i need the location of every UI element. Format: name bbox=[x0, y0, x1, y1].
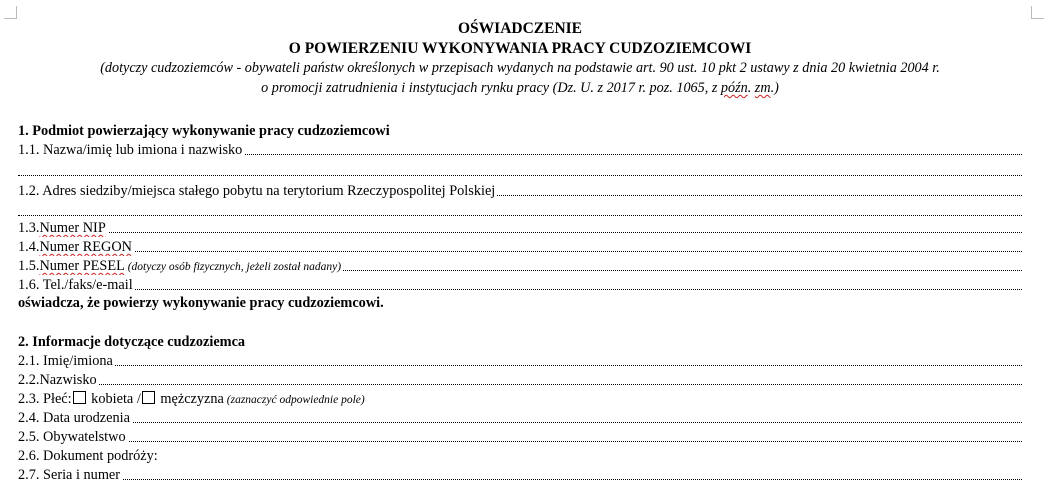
field-label: 1.6. Tel./faks/e-mail bbox=[18, 277, 133, 293]
field-pesel[interactable]: 1.5.Numer PESEL (dotyczy osób fizycznych, jeżeli został nadany) bbox=[18, 257, 1022, 275]
field-label: 2.5. Obywatelstwo bbox=[18, 429, 126, 445]
section1-heading: 1. Podmiot powierzający wykonywanie pracy cudzoziemcowi bbox=[18, 123, 390, 139]
document-title-line2: O POWIERZENIU WYKONYWANIA PRACY CUDZOZIEMCOWI bbox=[288, 40, 752, 57]
field-label: 1.1. Nazwa/imię lub imiona i nazwisko bbox=[18, 142, 243, 158]
field-label: 2.2.Nazwisko bbox=[18, 372, 97, 388]
field-label: Numer NIP bbox=[39, 220, 106, 236]
field-note: (dotyczy osób fizycznych, jeżeli został nadany) bbox=[124, 261, 342, 273]
field-name-continuation[interactable] bbox=[18, 162, 1022, 180]
field-label: Numer PESEL bbox=[39, 258, 125, 274]
field-note: (zaznaczyć odpowiednie pole) bbox=[223, 394, 365, 406]
checkbox-female[interactable] bbox=[73, 391, 86, 404]
field-first-name[interactable] bbox=[18, 352, 1022, 370]
field-label: 1.2. Adres siedziby/miejsca stałego pobytu na terytorium Rzeczypospolitej Polskiej bbox=[18, 183, 496, 199]
field-citizenship[interactable] bbox=[18, 428, 1022, 446]
field-birth-date[interactable] bbox=[18, 409, 1022, 427]
document-title: OŚWIADCZENIE bbox=[457, 20, 583, 37]
section2-heading: 2. Informacje dotyczące cudzoziemca bbox=[18, 334, 246, 350]
declaration-text: oświadcza, że powierzy wykonywanie pracy cudzoziemcowi. bbox=[18, 295, 384, 311]
field-address[interactable] bbox=[18, 182, 1022, 200]
page-corner-mark bbox=[1031, 6, 1044, 19]
field-label: Numer REGON bbox=[39, 239, 132, 255]
field-contact[interactable] bbox=[18, 276, 1022, 294]
field-nip[interactable]: 1.3.Numer NIP bbox=[18, 219, 1022, 237]
page-corner-mark bbox=[4, 6, 17, 19]
field-travel-document bbox=[18, 447, 1022, 465]
document-subtitle-line2: o promocji zatrudnienia i instytucjach rynku pracy (Dz. U. z 2017 r. poz. 1065, z późn. zm.) bbox=[261, 80, 779, 96]
field-name[interactable] bbox=[18, 141, 1022, 159]
field-gender: 2.3. Płeć: kobieta / mężczyzna (zaznaczyć odpowiednie pole) bbox=[18, 391, 365, 407]
field-series-number[interactable] bbox=[18, 466, 1022, 484]
field-address-continuation[interactable] bbox=[18, 202, 1022, 220]
field-label: 2.4. Data urodzenia bbox=[18, 410, 130, 426]
field-label: 2.3. Płeć: bbox=[18, 391, 72, 407]
field-label: 2.1. Imię/imiona bbox=[18, 353, 113, 369]
document-subtitle: (dotyczy cudzoziemców - obywateli państw określonych w przepisach wydanych na podstawie art. 90 ust. 10 pkt 2 ustawy z dnia 20 kwietnia 2004 r. bbox=[100, 60, 940, 76]
checkbox-male[interactable] bbox=[142, 391, 155, 404]
field-label: 2.6. Dokument podróży: bbox=[18, 448, 158, 464]
field-label: 2.7. Seria i numer bbox=[18, 467, 121, 483]
field-regon[interactable]: 1.4.Numer REGON bbox=[18, 238, 1022, 256]
field-surname[interactable] bbox=[18, 371, 1022, 389]
